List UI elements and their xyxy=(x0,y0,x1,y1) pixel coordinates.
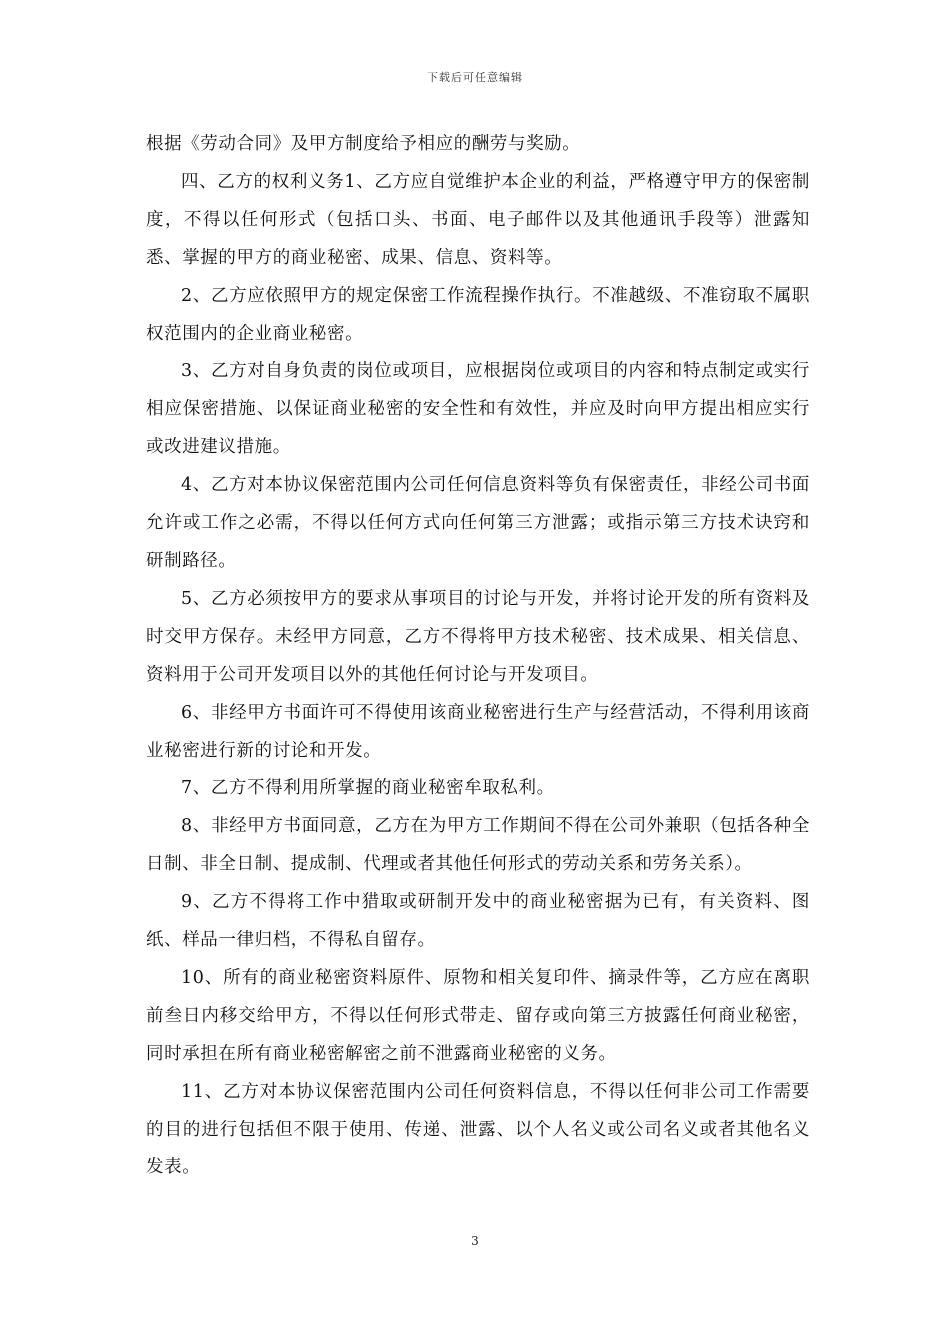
document-body xyxy=(146,126,810,1187)
paragraph-item-7: 7、乙方不得利用所掌握的商业秘密牟取私利。 xyxy=(181,778,555,799)
page-header: 下载后可任意编辑 xyxy=(427,71,523,84)
paragraph-item-9: 9、乙方不得将工作中猎取或研制开发中的商业秘密据为已有，有关资料、图纸、样品一律归档，不得私自留存。 xyxy=(146,892,810,951)
paragraph-item-11: 11、乙方对本协议保密范围内公司任何资料信息，不得以任何非公司工作需要的目的进行包括但不限于使用、传递、泄露、以个人名义或公司名义或者其他名义发表。 xyxy=(146,1081,810,1178)
paragraph-item-10: 10、所有的商业秘密资料原件、原物和相关复印件、摘录件等，乙方应在离职前叁日内移交给甲方，不得以任何形式带走、留存或向第三方披露任何商业秘密，同时承担在所有商业秘密解密之前不泄露商业秘密的义务。 xyxy=(146,967,810,1064)
paragraph-item-4: 4、乙方对本协议保密范围内公司任何信息资料等负有保密责任，非经公司书面允许或工作之必需，不得以任何方式向任何第三方泄露；或指示第三方技术诀窍和研制路径。 xyxy=(146,475,810,571)
paragraph-item-6: 6、非经甲方书面许可不得使用该商业秘密进行生产与经营活动，不得利用该商业秘密进行新的讨论和开发。 xyxy=(146,702,810,761)
paragraph-item-8: 8、非经甲方书面同意，乙方在为甲方工作期间不得在公司外兼职（包括各种全日制、非全日制、提成制、代理或者其他任何形式的劳动关系和劳务关系）。 xyxy=(146,816,810,875)
paragraph-section-4: 四、乙方的权利义务1、乙方应自觉维护本企业的利益，严格遵守甲方的保密制度，不得以任何形式（包括口头、书面、电子邮件以及其他通讯手段等）泄露知悉、掌握的甲方的商业秘密、成果、信息、资料等。 xyxy=(146,171,810,268)
paragraph-continuation: 根据《劳动合同》及甲方制度给予相应的酬劳与奖励。 xyxy=(146,134,581,154)
page-number: 3 xyxy=(471,1234,479,1248)
paragraph-item-2: 2、乙方应依照甲方的规定保密工作流程操作执行。不准越级、不准窃取不属职权范围内的企业商业秘密。 xyxy=(146,285,810,344)
paragraph-item-3: 3、乙方对自身负责的岗位或项目，应根据岗位或项目的内容和特点制定或实行相应保密措施、以保证商业秘密的安全性和有效性，并应及时向甲方提出相应实行或改进建议措施。 xyxy=(146,361,810,458)
paragraph-item-5: 5、乙方必须按甲方的要求从事项目的讨论与开发，并将讨论开发的所有资料及时交甲方保存。未经甲方同意，乙方不得将甲方技术秘密、技术成果、相关信息、资料用于公司开发项目以外的其他任何讨论与开发项目。 xyxy=(146,588,810,685)
